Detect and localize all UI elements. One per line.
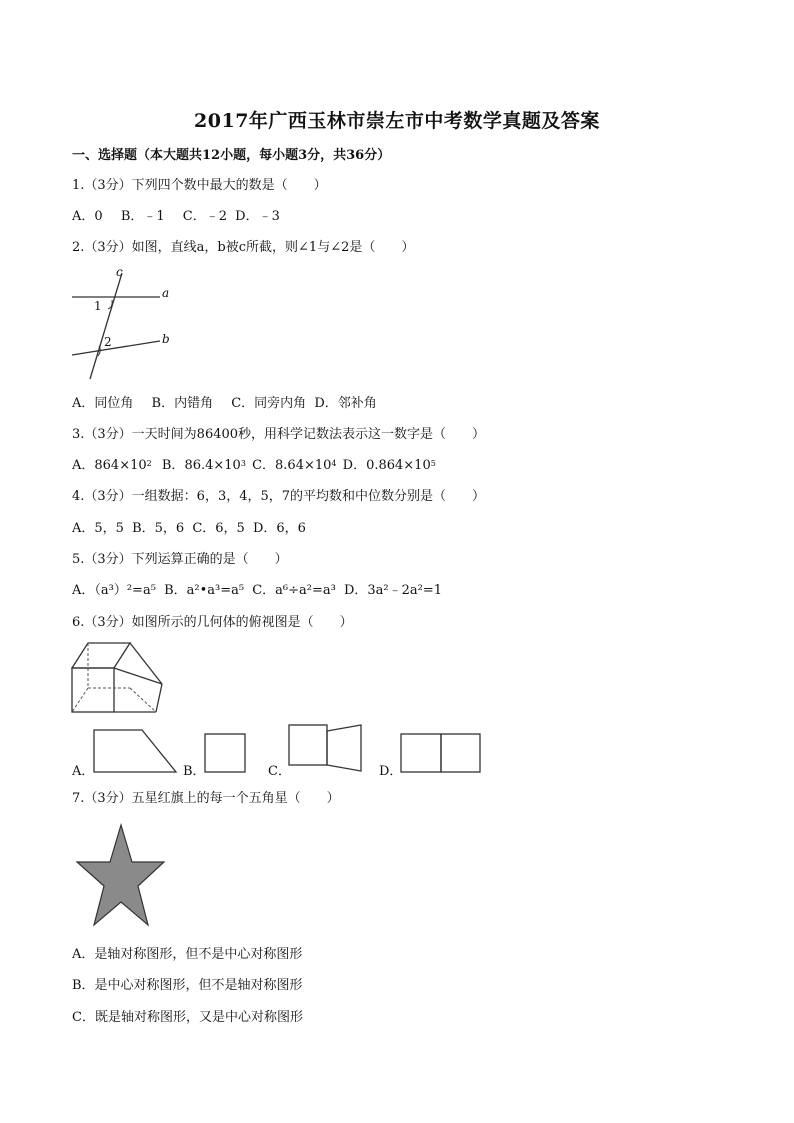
q5-option-a: A．（a³）²=a⁵ bbox=[72, 583, 156, 598]
q1-option-b: B．﹣1 bbox=[120, 209, 165, 224]
q3-option-c bbox=[252, 457, 336, 475]
q6-option-a-figure bbox=[92, 728, 178, 774]
line-c-label: c bbox=[116, 265, 123, 279]
parallel-lines-figure bbox=[68, 265, 178, 383]
q2-option-b: B．内错角 bbox=[151, 396, 214, 411]
q3-option-a bbox=[72, 457, 152, 475]
section-heading: 一、选择题（本大题共12小题，每小题3分，共36分） bbox=[72, 148, 391, 163]
question-4-options bbox=[72, 520, 320, 538]
q3-option-c-exp: 4 bbox=[331, 459, 337, 468]
solid-figure bbox=[70, 640, 170, 716]
q4-option-a: A．5，5 bbox=[72, 521, 124, 536]
question-5-options bbox=[72, 582, 456, 600]
question-6-stem: 6.（3分）如图所示的几何体的俯视图是（ ） bbox=[72, 615, 353, 630]
page-title: 2017年广西玉林市崇左市中考数学真题及答案 bbox=[194, 110, 600, 132]
question-3-options bbox=[72, 457, 450, 475]
q4-option-d: D．6，6 bbox=[252, 521, 306, 536]
q3-option-a-base: 864×10 bbox=[94, 458, 147, 473]
q5-option-c: C．a⁶÷a²=a³ bbox=[252, 583, 336, 598]
q3-option-a-label: A． bbox=[72, 458, 95, 473]
q4-option-c: C．6，5 bbox=[192, 521, 245, 536]
q2-option-a: A．同位角 bbox=[72, 396, 134, 411]
q3-option-d bbox=[343, 457, 436, 475]
q7-option-b: B．是中心对称图形，但不是轴对称图形 bbox=[72, 978, 303, 993]
angle-1-label: 1 bbox=[94, 299, 102, 313]
q6-option-a-label: A． bbox=[72, 764, 95, 779]
q3-option-b bbox=[162, 457, 246, 475]
line-b-label: b bbox=[162, 332, 170, 346]
q3-option-c-base: 8.64×10 bbox=[275, 458, 332, 473]
question-4-stem: 4.（3分）一组数据：6，3，4，5，7的平均数和中位数分别是（ ） bbox=[72, 489, 486, 504]
question-5-stem: 5.（3分）下列运算正确的是（ ） bbox=[72, 552, 288, 567]
question-1-stem: 1.（3分）下列四个数中最大的数是（ ） bbox=[72, 178, 327, 193]
angle-2-label: 2 bbox=[104, 335, 112, 349]
q6-option-c-label: C． bbox=[268, 764, 291, 779]
q6-option-c-figure bbox=[287, 723, 363, 773]
q3-option-c-label: C． bbox=[252, 458, 276, 473]
q2-option-c: C．同旁内角 bbox=[231, 396, 307, 411]
q5-option-b: B．a²•a³=a⁵ bbox=[164, 583, 245, 598]
question-1-options bbox=[72, 208, 294, 226]
q7-option-a: A．是轴对称图形，但不是中心对称图形 bbox=[72, 947, 303, 962]
q3-option-d-label: D． bbox=[342, 458, 367, 473]
question-2-stem: 2.（3分）如图，直线a，b被c所截，则∠1与∠2是（ ） bbox=[72, 240, 415, 255]
question-7-stem: 7.（3分）五星红旗上的每一个五角星（ ） bbox=[72, 791, 340, 806]
star-figure bbox=[74, 822, 166, 928]
q3-option-b-exp: 3 bbox=[240, 459, 246, 468]
q6-option-b-figure bbox=[204, 733, 246, 773]
question-3-stem: 3.（3分）一天时间为86400秒，用科学记数法表示这一数字是（ ） bbox=[72, 427, 486, 442]
q6-option-b-label: B． bbox=[183, 764, 206, 779]
q2-option-d: D．邻补角 bbox=[314, 396, 377, 411]
q3-option-a-exp: 2 bbox=[146, 459, 152, 468]
q7-option-c: C．既是轴对称图形，又是中心对称图形 bbox=[72, 1010, 303, 1025]
q5-option-d: D．3a²﹣2a²=1 bbox=[343, 583, 443, 598]
q1-option-a: A．0 bbox=[72, 209, 103, 224]
q3-option-d-exp: 5 bbox=[430, 459, 436, 468]
q6-option-d-label: D． bbox=[379, 764, 403, 779]
q3-option-d-base: 0.864×10 bbox=[366, 458, 431, 473]
q4-option-b: B．5，6 bbox=[132, 521, 185, 536]
line-a-label: a bbox=[162, 286, 170, 300]
q1-option-d: D．﹣3 bbox=[235, 209, 280, 224]
q1-option-c: C．﹣2 bbox=[182, 209, 227, 224]
q3-option-b-label: B． bbox=[161, 458, 185, 473]
q6-option-d-figure bbox=[400, 733, 482, 773]
question-2-options bbox=[72, 395, 391, 413]
q3-option-b-base: 86.4×10 bbox=[184, 458, 241, 473]
